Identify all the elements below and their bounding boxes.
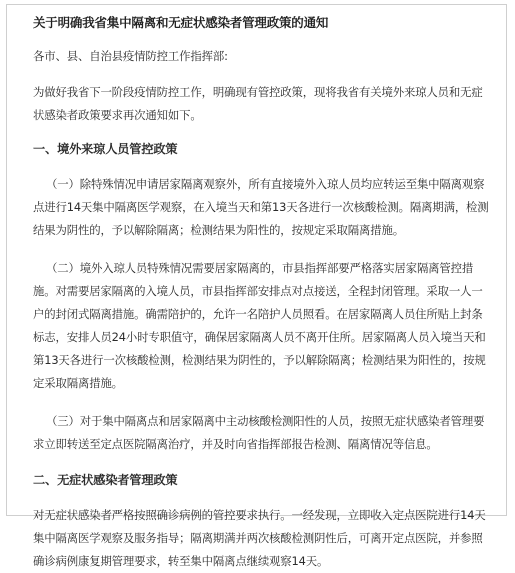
section2-paragraph-1: 对无症状感染者严格按照确诊病例的管控要求执行。一经发现，立即收入定点医院进行14天集中隔离医学观察及服务指导；隔离期满并两次核酸检测阴性后，可离开定点医院，并参照确诊病例康复期管理要求，转至集中隔离点继续观察14天。 bbox=[33, 508, 486, 568]
section-heading-1: 一、境外来琼人员管控政策 bbox=[33, 142, 178, 156]
intro-paragraph: 为做好我省下一阶段疫情防控工作，明确现有管控政策，现将我省有关境外来琼人员和无症状感染者政策要求再次通知如下。 bbox=[33, 85, 483, 122]
section1-paragraph-2: （二）境外入琼人员特殊情况需要居家隔离的，市县指挥部要严格落实居家隔离管控措施。对需要居家隔离的入境人员，市县指挥部安排点对点接送，全程封闭管理。采取一人一户的封闭式隔离措施。确需陪护的，允许一名陪护人员照看。在居家隔离人员住所贴上封条标志，安排人员24小时专职值守，确保居家隔离人员不离开住所。居家隔离人员入境当天和第13天各进行一次核酸检测，检测结果为阴性的，予以解除隔离；检测结果为阳性的，按规定采取隔离措施。 bbox=[33, 261, 486, 390]
section-heading-2: 二、无症状感染者管理政策 bbox=[33, 473, 178, 487]
salutation: 各市、县、自治县疫情防控工作指挥部: bbox=[33, 49, 228, 63]
section1-paragraph-1: （一）除特殊情况申请居家隔离观察外，所有直接境外入琼人员均应转运至集中隔离观察点进行14天集中隔离医学观察，在入境当天和第13天各进行一次核酸检测。隔离期满，检测结果为阴性的，予以解除隔离；检测结果为阳性的，按规定采取隔离措施。 bbox=[33, 177, 489, 237]
notice-content bbox=[33, 14, 491, 573]
section1-paragraph-3: （三）对于集中隔离点和居家隔离中主动核酸检测阳性的人员，按照无症状感染者管理要求立即转送至定点医院隔离治疗，并及时向省指挥部报告检测、隔离情况等信息。 bbox=[33, 414, 485, 451]
notice-frame bbox=[6, 4, 507, 568]
notice-title: 关于明确我省集中隔离和无症状感染者管理政策的通知 bbox=[33, 15, 329, 30]
